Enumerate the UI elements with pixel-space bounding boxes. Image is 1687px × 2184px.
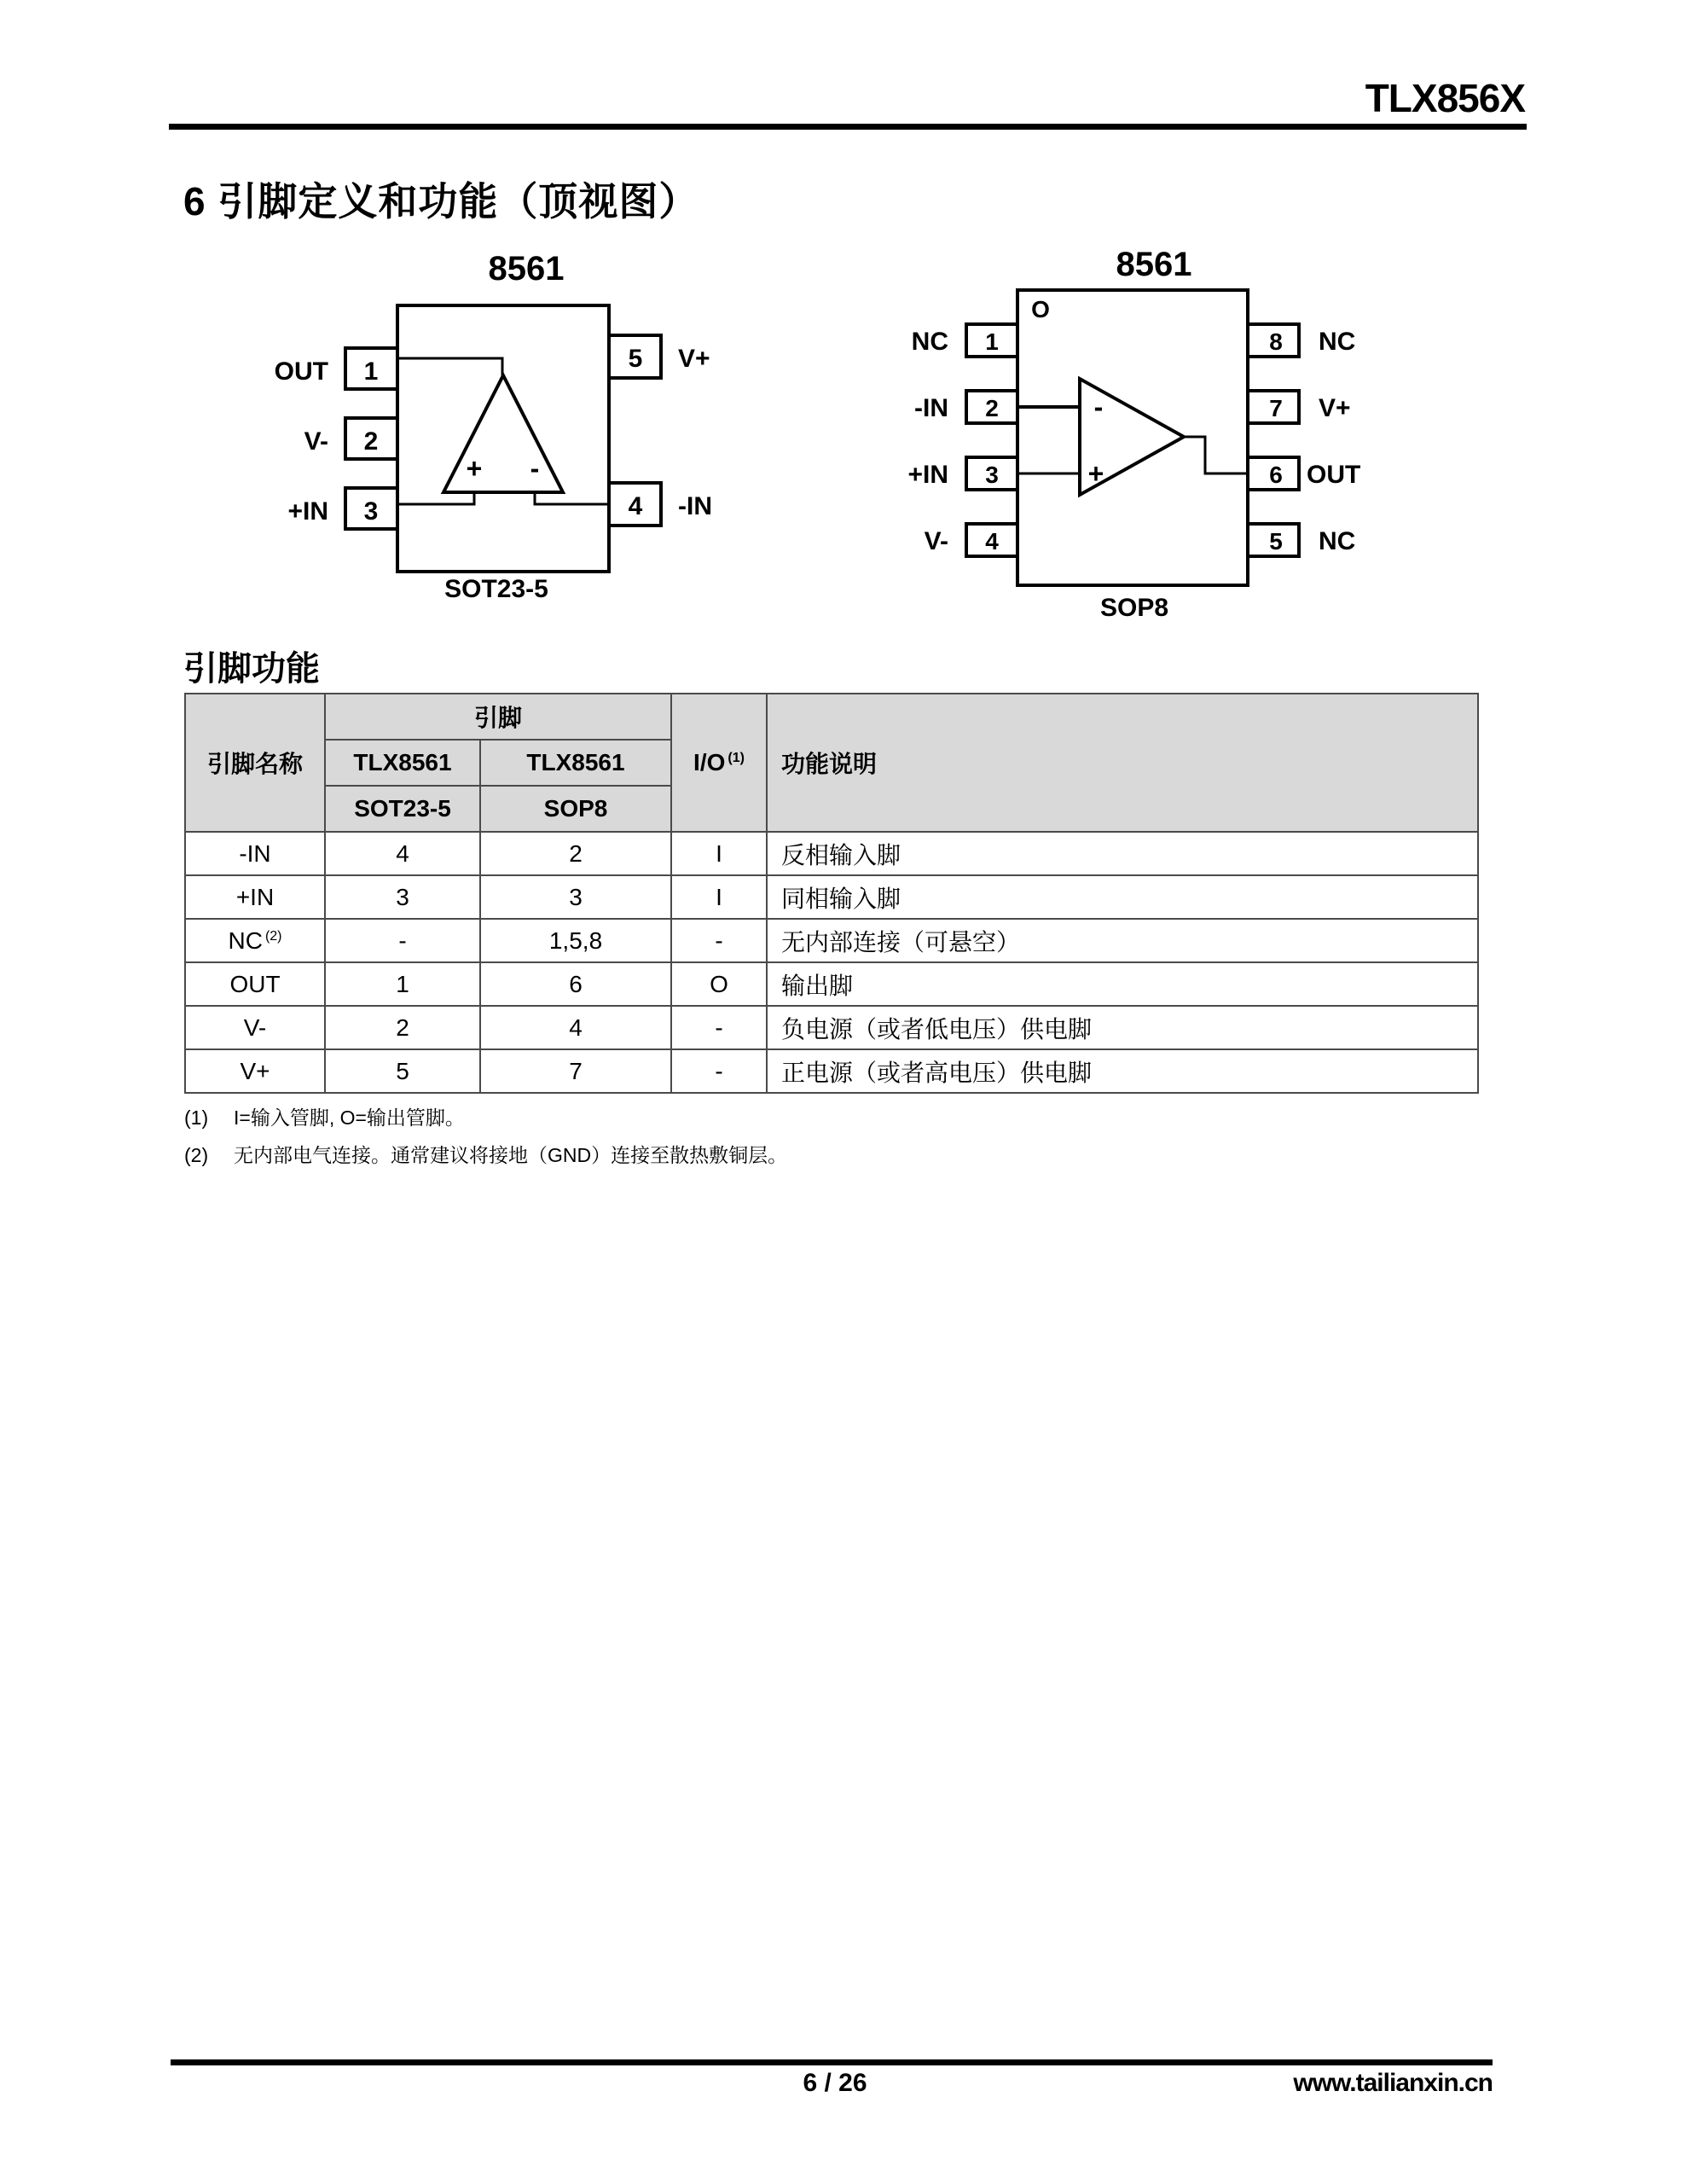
sop8-pin-cell bbox=[480, 919, 671, 962]
pin-name-cell bbox=[185, 832, 325, 875]
footnote-1 bbox=[184, 1102, 465, 1130]
pin-name-cell bbox=[185, 1049, 325, 1093]
sot23-pin-cell bbox=[325, 1006, 480, 1049]
sot-pin-label: OUT bbox=[274, 357, 328, 386]
header-device-2: TLX8561 bbox=[480, 740, 671, 786]
sop-pin-number: 7 bbox=[1269, 395, 1283, 421]
sot23-pin-cell-text: 3 bbox=[396, 883, 409, 910]
sot-wire-plus bbox=[397, 492, 474, 504]
io-cell-text: I bbox=[716, 883, 722, 910]
sop-pin-label: NC bbox=[1319, 527, 1356, 555]
sot23-pin-cell-text: 1 bbox=[396, 970, 409, 997]
section-title: 6 引脚定义和功能（顶视图） bbox=[183, 179, 699, 224]
header-pin-name: 引脚名称 bbox=[185, 694, 325, 832]
sot23-pin-cell bbox=[325, 919, 480, 962]
header-io-label: I/O bbox=[693, 749, 726, 775]
table-row bbox=[185, 962, 1478, 1006]
io-cell bbox=[671, 919, 767, 962]
description-cell bbox=[767, 1006, 1478, 1049]
sop-pin-label: -IN bbox=[914, 394, 948, 422]
sop8-pin-cell-text: 7 bbox=[569, 1057, 583, 1084]
sop-pin-number: 1 bbox=[985, 328, 999, 355]
footnote-ref: (1) bbox=[728, 751, 745, 765]
io-cell bbox=[671, 962, 767, 1006]
sop8-pin-cell bbox=[480, 832, 671, 875]
sop8-pin-cell-text: 4 bbox=[569, 1014, 583, 1041]
io-cell-text: - bbox=[715, 1014, 723, 1041]
sop-pin-label: V+ bbox=[1319, 394, 1351, 422]
sot-package-name: SOT23-5 bbox=[444, 575, 548, 603]
sot23-pin-cell bbox=[325, 1049, 480, 1093]
sop8-pin-cell bbox=[480, 875, 671, 919]
table-row bbox=[185, 875, 1478, 919]
pin-function-table bbox=[184, 693, 1479, 1094]
pin-name-cell-text: V- bbox=[243, 1014, 267, 1041]
sop-minus-sign: - bbox=[1093, 392, 1104, 422]
sot-pin-label: +IN bbox=[287, 497, 328, 526]
pin-name-cell bbox=[185, 875, 325, 919]
description-cell bbox=[767, 1049, 1478, 1093]
pin-name-cell bbox=[185, 919, 325, 962]
sop8-pin-cell-text: 3 bbox=[569, 883, 583, 910]
sot-pin-label: V+ bbox=[678, 345, 710, 373]
io-cell-text: - bbox=[715, 1057, 723, 1084]
footnote-text: I=输入管脚, O=输出管脚。 bbox=[234, 1107, 465, 1129]
description-cell-text: 正电源（或者高电压）供电脚 bbox=[781, 1059, 1093, 1086]
pin-name-cell-text: -IN bbox=[239, 839, 271, 867]
sot23-pin-cell bbox=[325, 962, 480, 1006]
table-row bbox=[185, 832, 1478, 875]
pin1-marker: O bbox=[1031, 296, 1050, 322]
sop8-title: 8561 bbox=[1116, 246, 1192, 283]
description-cell-text: 输出脚 bbox=[781, 972, 854, 999]
io-cell bbox=[671, 832, 767, 875]
footer-rule bbox=[171, 2059, 1493, 2065]
sot-wire-out bbox=[397, 358, 502, 375]
sop-pin-number: 4 bbox=[985, 528, 999, 555]
description-cell-text: 同相输入脚 bbox=[781, 885, 901, 912]
sot23-pin-cell-text: 5 bbox=[396, 1057, 409, 1084]
sop-pin-label: NC bbox=[1319, 328, 1356, 356]
header-io bbox=[671, 694, 767, 832]
description-cell-text: 无内部连接（可悬空） bbox=[781, 928, 1021, 956]
sop8-pin-cell bbox=[480, 1006, 671, 1049]
sop-pin-number: 3 bbox=[985, 462, 999, 488]
io-cell-text: I bbox=[716, 839, 722, 867]
io-cell bbox=[671, 1006, 767, 1049]
header-device-1: TLX8561 bbox=[325, 740, 480, 786]
sop-pin-label: +IN bbox=[907, 461, 948, 489]
sot-pin-number: 3 bbox=[363, 497, 379, 526]
pin-name-cell bbox=[185, 962, 325, 1006]
sot23-pin-cell bbox=[325, 832, 480, 875]
pin-function-title: 引脚功能 bbox=[183, 650, 320, 688]
sop-wire-out bbox=[1184, 437, 1248, 473]
website-link[interactable]: www.tailianxin.cn bbox=[1293, 2069, 1493, 2097]
pin-diagrams bbox=[0, 0, 1687, 648]
header-package-1: SOT23-5 bbox=[325, 786, 480, 832]
footnote-ref: (2) bbox=[264, 928, 282, 944]
footnote-2 bbox=[184, 1140, 787, 1168]
sop-pin-number: 8 bbox=[1269, 328, 1283, 355]
sot23-5-title: 8561 bbox=[488, 250, 565, 288]
sot-pin-number: 2 bbox=[363, 427, 379, 456]
io-cell-text: - bbox=[715, 926, 723, 954]
sop-pin-label: OUT bbox=[1307, 461, 1361, 489]
description-cell bbox=[767, 962, 1478, 1006]
description-cell bbox=[767, 919, 1478, 962]
pin-name-cell-text: +IN bbox=[235, 883, 275, 910]
sop-pin-label: V- bbox=[924, 527, 948, 555]
pin-name-cell-text: OUT bbox=[229, 970, 281, 997]
sot-pin-label: V- bbox=[304, 427, 328, 456]
header-pin-group: 引脚 bbox=[325, 694, 671, 740]
table-row bbox=[185, 919, 1478, 962]
sot23-pin-cell-text: - bbox=[398, 926, 407, 954]
header-package-2: SOP8 bbox=[480, 786, 671, 832]
sot23-pin-cell bbox=[325, 875, 480, 919]
document-code: TLX856X bbox=[1365, 76, 1525, 120]
sot-pin-number: 4 bbox=[628, 492, 643, 520]
sop8-pin-cell bbox=[480, 1049, 671, 1093]
io-cell bbox=[671, 1049, 767, 1093]
sop-package-name: SOP8 bbox=[1099, 594, 1169, 622]
sop-pin-number: 2 bbox=[985, 395, 999, 421]
header-description: 功能说明 bbox=[767, 694, 1478, 832]
sop-pin-number: 5 bbox=[1269, 528, 1283, 555]
sop8-pin-cell-text: 1,5,8 bbox=[548, 926, 603, 954]
sot-wire-minus bbox=[535, 492, 609, 504]
description-cell-text: 反相输入脚 bbox=[781, 841, 901, 868]
description-cell bbox=[767, 875, 1478, 919]
table-row bbox=[185, 1006, 1478, 1049]
sop8-pin-cell bbox=[480, 962, 671, 1006]
description-cell-text: 负电源（或者低电压）供电脚 bbox=[781, 1015, 1093, 1043]
description-cell bbox=[767, 832, 1478, 875]
sop8-pin-cell-text: 2 bbox=[569, 839, 583, 867]
pin-name-cell-text: V+ bbox=[240, 1057, 270, 1084]
pin-name-cell bbox=[185, 1006, 325, 1049]
sot-pin-number: 5 bbox=[628, 345, 643, 373]
sot-plus-sign: + bbox=[466, 453, 483, 484]
sop-plus-sign: + bbox=[1087, 458, 1104, 489]
sop8-body bbox=[1017, 290, 1248, 585]
table-row bbox=[185, 1049, 1478, 1093]
sot23-5-body bbox=[397, 305, 609, 572]
sot23-pin-cell-text: 2 bbox=[396, 1014, 409, 1041]
sop8-diagram bbox=[907, 246, 1360, 622]
io-cell bbox=[671, 875, 767, 919]
sot-opamp-triangle bbox=[443, 375, 563, 492]
sot23-5-diagram bbox=[275, 250, 712, 603]
sop-pin-number: 6 bbox=[1269, 462, 1283, 488]
footnote-number: (2) bbox=[184, 1144, 209, 1166]
sop8-pin-cell-text: 6 bbox=[569, 970, 583, 997]
sot-pin-label: -IN bbox=[678, 492, 712, 520]
sot23-pin-cell-text: 4 bbox=[396, 839, 409, 867]
page-number-text: 6 / 26 bbox=[803, 2069, 867, 2097]
sop-pin-label: NC bbox=[911, 328, 948, 356]
sot-minus-sign: - bbox=[530, 453, 540, 484]
footnote-text: 无内部电气连接。通常建议将接地（GND）连接至散热敷铜层。 bbox=[234, 1144, 788, 1166]
footnote-number: (1) bbox=[184, 1107, 209, 1129]
sot-pin-number: 1 bbox=[363, 357, 379, 386]
io-cell-text: O bbox=[710, 970, 728, 997]
pin-name-cell-text: NC bbox=[228, 926, 263, 954]
